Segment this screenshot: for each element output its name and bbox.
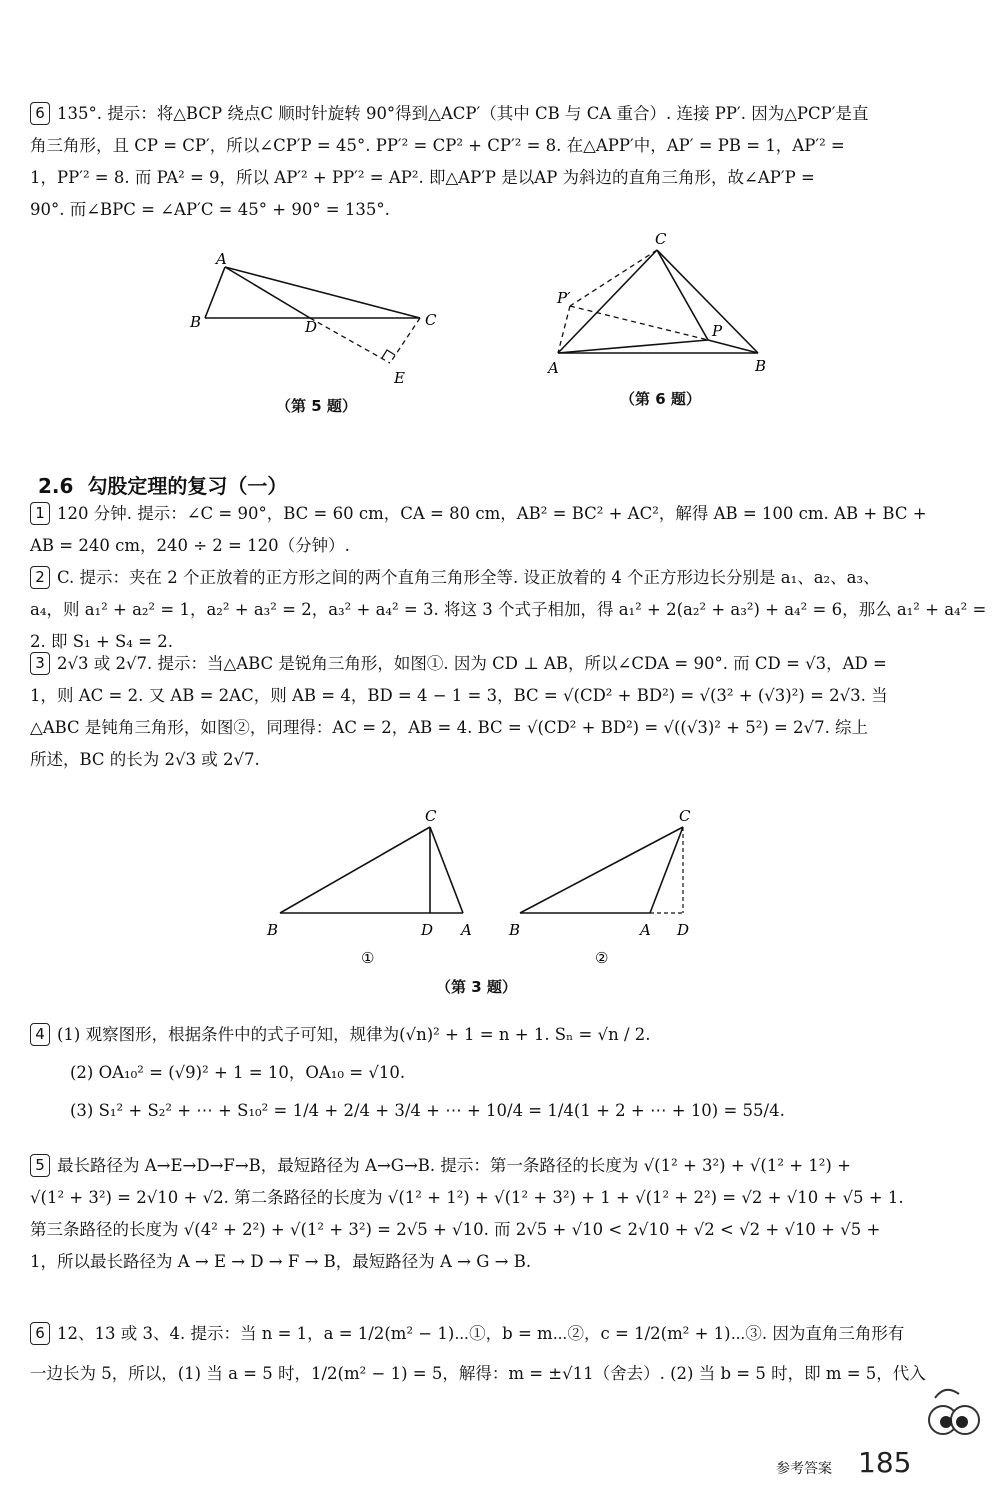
answer-number-box: 3 [30, 652, 50, 675]
figure-3-diagram [255, 805, 715, 980]
label-B: B [755, 357, 767, 375]
section-heading [38, 470, 301, 499]
label-P: P [712, 322, 723, 340]
answer-number-box: 4 [30, 1023, 50, 1046]
segment-AD [225, 267, 310, 318]
answer-line: a₄，则 a₁² + a₂² = 1，a₂² + a₃² = 2，a₃² + a₄² = 3. 将这 3 个式子相加，得 a₁² + 2(a₂² + a₃²) + a₄² = 6，那么 a₁² + a₄² = [30, 600, 987, 619]
answer-line: (1) 观察图形，根据条件中的式子可知，规律为(√n)² + 1 = n + 1. Sₙ = √n / 2. [57, 1025, 651, 1044]
right-angle-mark [382, 350, 395, 358]
answer-line: 2√3 或 2√7. 提示：当△ABC 是锐角三角形，如图①. 因为 CD ⊥ AB，所以∠CDA = 90°. 而 CD = √3，AD = [57, 654, 887, 673]
answer-line: (2) OA₁₀² = (√9)² + 1 = 10，OA₁₀ = √10. [70, 1063, 406, 1082]
answer-number-box: 5 [30, 1154, 50, 1177]
answer-3 [30, 648, 930, 776]
answer-line: √(1² + 3²) = 2√10 + √2. 第二条路径的长度为 √(1² + 1²) + √(1² + 3²) + 1 + √(1² + 2²) = √2 + √10 + √5 + 1. [30, 1188, 904, 1207]
answer-6 [30, 1314, 930, 1394]
label-C-right: C [679, 807, 691, 825]
answer-number-box: 2 [30, 566, 50, 589]
answer-line: 一边长为 5，所以，(1) 当 a = 5 时，1/2(m² − 1) = 5，解得：m = ±√11（舍去）. (2) 当 b = 5 时，即 m = 5，代入 [30, 1364, 926, 1383]
answer-2 [30, 562, 987, 658]
answer-1 [30, 498, 930, 562]
answer-line: 第三条路径的长度为 √(4² + 2²) + √(1² + 3²) = 2√5 + √10. 而 2√5 + √10 < 2√10 + √2 < √2 + √10 + √5 + [30, 1220, 881, 1239]
answer-line: △ABC 是钝角三角形，如图②，同理得：AC = 2，AB = 4. BC = √(CD² + BD²) = √((√3)² + 5²) = 2√7. 综上 [30, 718, 869, 737]
segment-AP [558, 340, 708, 353]
figure-3-caption: （第 3 题） [436, 978, 517, 996]
answer-line: 2. 即 S₁ + S₄ = 2. [30, 632, 173, 651]
answer-line: 1，则 AC = 2. 又 AB = 2AC，则 AB = 4，BD = 4 − 1 = 3，BC = √(CD² + BD²) = √(3² + (√3)²) = 2√3. 当 [30, 686, 888, 705]
answer-6-previous [30, 98, 930, 226]
answer-number-box: 6 [30, 1322, 50, 1345]
answer-line: 角三角形，且 CP = CP′，所以∠CP′P = 45°. PP′² = CP² + CP′² = 8. 在△APP′中，AP′ = PB = 1，AP′² = [30, 136, 845, 155]
answer-line: 135°. 提示：将△BCP 绕点C 顺时针旋转 90°得到△ACP′（其中 CB 与 CA 重合）. 连接 PP′. 因为△PCP′是直 [57, 104, 869, 123]
segment-CA-left [430, 827, 463, 913]
label-C: C [425, 311, 437, 329]
label-C: C [655, 230, 667, 248]
figure-5-caption: （第 5 题） [276, 397, 357, 415]
answer-line: AB = 240 cm，240 ÷ 2 = 120（分钟）. [30, 536, 350, 555]
answer-4 [30, 1016, 930, 1130]
label-D: D [305, 318, 318, 336]
label-C-left: C [425, 807, 437, 825]
answer-line: 最长路径为 A→E→D→F→B，最短路径为 A→G→B. 提示：第一条路径的长度为 √(1² + 3²) + √(1² + 1²) + [57, 1156, 851, 1175]
figure-6-caption: （第 6 题） [620, 390, 701, 408]
section-number: 2.6 [38, 474, 74, 498]
mascot-icon [915, 1380, 990, 1450]
segment-CP1 [570, 250, 657, 306]
label-B: B [190, 313, 202, 331]
segment-AC [225, 267, 420, 318]
section-title: 勾股定理的复习（一） [87, 474, 288, 498]
label-A: A [216, 250, 227, 268]
segment-CA-right [650, 827, 683, 913]
footer-label: 参考答案 [776, 1461, 832, 1477]
label-B-left: B [267, 921, 279, 939]
label-A-right: A [640, 921, 651, 939]
segment-CA [558, 250, 657, 353]
answer-5 [30, 1150, 930, 1278]
answer-line: 1，所以最长路径为 A → E → D → F → B，最短路径为 A → G → B. [30, 1252, 532, 1271]
figure-6-diagram [540, 228, 780, 378]
answer-line: C. 提示：夹在 2 个正放着的正方形之间的两个直角三角形全等. 设正放着的 4 个正方形边长分别是 a₁、a₂、a₃、 [57, 568, 880, 587]
segment-AB [205, 267, 225, 318]
label-B-right: B [509, 921, 521, 939]
segment-P1P [570, 306, 708, 340]
figure-tag-2: ② [595, 949, 609, 967]
label-A-left: A [461, 921, 472, 939]
answer-line: (3) S₁² + S₂² + ⋯ + S₁₀² = 1/4 + 2/4 + 3/4 + ⋯ + 10/4 = 1/4(1 + 2 + ⋯ + 10) = 55/4. [70, 1101, 785, 1120]
figure-tag-1: ① [361, 949, 375, 967]
label-E: E [394, 369, 405, 387]
answer-number-box: 6 [30, 102, 50, 125]
segment-BC-left [280, 827, 430, 913]
answer-line: 12、13 或 3、4. 提示：当 n = 1，a = 1/2(m² − 1)⋯①，b = m⋯②，c = 1/2(m² + 1)⋯③. 因为直角三角形有 [57, 1324, 905, 1343]
answer-number-box: 1 [30, 502, 50, 525]
answer-line: 1，PP′² = 8. 而 PA² = 9，所以 AP′² + PP′² = AP². 即△AP′P 是以AP 为斜边的直角三角形，故∠AP′P = [30, 168, 815, 187]
figure-5-diagram [180, 245, 460, 395]
label-A: A [548, 359, 559, 377]
answer-line: 所述，BC 的长为 2√3 或 2√7. [30, 750, 260, 769]
label-P-prime: P′ [557, 289, 571, 307]
page-number: 185 [858, 1446, 912, 1479]
segment-CE [390, 318, 420, 363]
answer-line: 120 分钟. 提示：∠C = 90°，BC = 60 cm，CA = 80 cm，AB² = BC² + AC²，解得 AB = 100 cm. AB + BC + [57, 504, 927, 523]
segment-DE [310, 318, 390, 363]
label-D-right: D [677, 921, 690, 939]
label-D-left: D [421, 921, 434, 939]
segment-BP [708, 340, 758, 353]
segment-BC-right [520, 827, 683, 913]
answer-line: 90°. 而∠BPC = ∠AP′C = 45° + 90° = 135°. [30, 200, 390, 219]
